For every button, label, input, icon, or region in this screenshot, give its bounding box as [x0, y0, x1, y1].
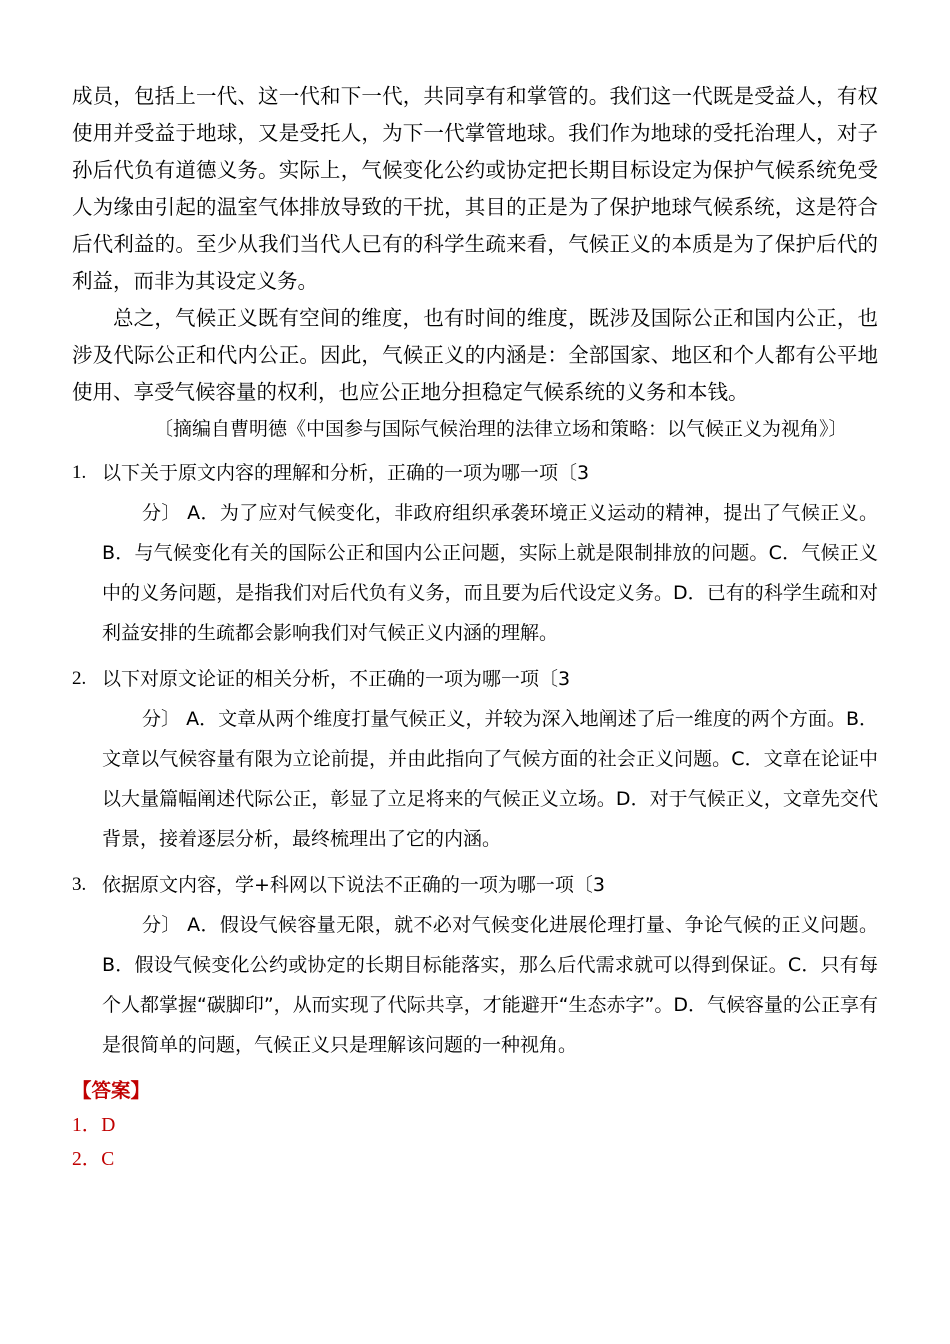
question-body-1 — [102, 453, 878, 653]
question-body-2 — [102, 659, 878, 859]
question-number-3: 3. — [72, 874, 87, 895]
question-item-2 — [72, 659, 878, 859]
question-stem-2: 以下对原文论证的相关分析，不正确的一项为哪一项〔3 — [102, 668, 571, 690]
answer-line-1: 1．D — [72, 1115, 116, 1136]
source-citation: 〔摘编自曹明德《中国参与国际气候治理的法律立场和策略：以气候正义为视角》〕 — [154, 418, 848, 440]
question-number-2: 2. — [72, 668, 87, 689]
question-stem-1: 以下关于原文内容的理解和分析，正确的一项为哪一项〔3 — [102, 462, 590, 484]
question-options-3: 分〕 A．假设气候容量无限，就不必对气候变化进展伦理打量、争论气候的正义问题。B．假设气候变化公约或协定的长期目标能落实，那么后代需求就可以得到保证。C．只有每个人都掌握“碳脚印”，从而实现了代际共享，才能避开“生态赤字”。D．气候容量的公正享有是很简单的问题，气候正义只是理解该问题的一种视角。 — [102, 914, 879, 1056]
answer-section-title: 【答案】 — [72, 1079, 151, 1102]
question-item-3 — [72, 865, 878, 1065]
question-body-3 — [102, 865, 878, 1065]
question-stem-3: 依据原文内容，学+科网以下说法不正确的一项为哪一项〔3 — [102, 874, 606, 896]
question-item-1 — [72, 453, 878, 653]
answer-line-2: 2．C — [72, 1149, 115, 1170]
question-options-2: 分〕 A．文章从两个维度打量气候正义，并较为深入地阐述了后一维度的两个方面。B．文章以气候容量有限为立论前提，并由此指向了气候方面的社会正义问题。C．文章在论证中以大量篇幅阐述代际公正，彰显了立足将来的气候正义立场。D．对于气候正义，文章先交代背景，接着逐层分析，最终梳理出了它的内涵。 — [102, 708, 878, 850]
question-number-1: 1. — [72, 462, 87, 483]
body-paragraph-2: 总之，气候正义既有空间的维度，也有时间的维度，既涉及国际公正和国内公正，也涉及代际公正和代内公正。因此，气候正义的内涵是：全部国家、地区和个人都有公平地使用、享受气候容量的权利，也应公正地分担稳定气候系统的义务和本钱。 — [72, 306, 878, 404]
body-paragraph-1: 成员，包括上一代、这一代和下一代，共同享有和掌管的。我们这一代既是受益人，有权使用并受益于地球，又是受托人，为下一代掌管地球。我们作为地球的受托治理人，对子孙后代负有道德义务。实际上，气候变化公约或协定把长期目标设定为保护气候系统免受人为缘由引起的温室气体排放导致的干扰，其目的正是为了保护地球气候系统，这是符合后代利益的。至少从我们当代人已有的科学生疏来看，气候正义的本质是为了保护后代的利益，而非为其设定义务。 — [72, 84, 878, 293]
question-options-1: 分〕 A．为了应对气候变化，非政府组织承袭环境正义运动的精神，提出了气候正义。B．与气候变化有关的国际公正和国内公正问题，实际上就是限制排放的问题。C．气候正义中的义务问题，是指我们对后代负有义务，而且要为后代设定义务。D．已有的科学生疏和对利益安排的生疏都会影响我们对气候正义内涵的理解。 — [102, 502, 878, 644]
